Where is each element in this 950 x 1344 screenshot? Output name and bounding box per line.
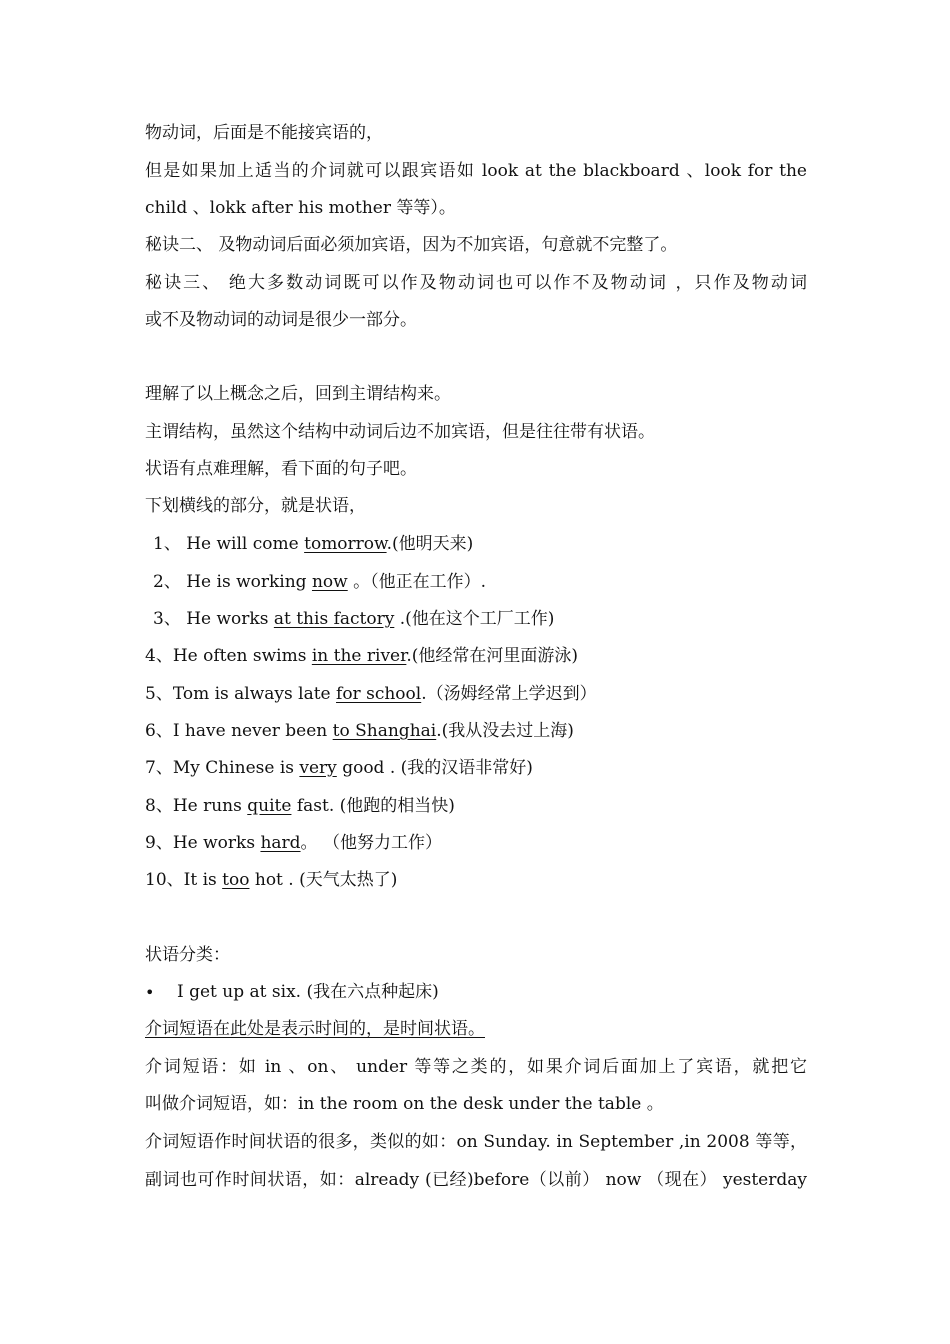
sentence-translation: .(他在这个工厂工作) — [394, 609, 555, 629]
sentence-translation: .(他明天来) — [386, 534, 474, 554]
paragraph-line: 下划横线的部分，就是状语， — [145, 496, 366, 516]
underlined-note — [145, 1018, 807, 1040]
adverbial-underline: quite — [247, 796, 292, 816]
paragraph-line: 理解了以上概念之后，回到主谓结构来。 — [145, 384, 451, 404]
example-sentence — [153, 533, 815, 555]
sentence-text: 9、He works — [145, 833, 261, 853]
sentence-text: 8、He runs — [145, 796, 248, 816]
paragraph-line: 叫做介词短语，如：in the room on the desk under the table 。 — [145, 1094, 664, 1114]
example-sentence — [145, 645, 807, 667]
adverbial-underline: for school — [336, 684, 422, 704]
sentence-text: 5、Tom is always late — [145, 684, 337, 704]
adverbial-underline: too — [222, 870, 250, 890]
example-sentence — [145, 832, 807, 854]
adverbial-underline: to Shanghai — [332, 721, 437, 741]
paragraph-line: 副词也可作时间状语，如：already (已经)before（以前） now （现在） yesterday — [145, 1170, 807, 1190]
paragraph-line: 或不及物动词的动词是很少一部分。 — [145, 310, 417, 330]
sentence-translation: 。（他正在工作）. — [347, 572, 487, 592]
sentence-text: 10、It is — [145, 870, 223, 890]
paragraph-line: 秘诀三、 绝大多数动词既可以作及物动词也可以作不及物动词 ，只作及物动词 — [145, 273, 807, 293]
paragraph-line: child 、lokk after his mother 等等）。 — [145, 198, 456, 218]
paragraph-line: 物动词，后面是不能接宾语的， — [145, 123, 383, 143]
sentence-text: 6、I have never been — [145, 721, 333, 741]
sentence-translation: .（汤姆经常上学迟到） — [421, 684, 597, 704]
sentence-text: 3、 He works — [153, 609, 274, 629]
sentence-translation: .(我从没去过上海) — [436, 721, 574, 741]
paragraph-line: 介词短语：如 in 、on、 under 等等之类的，如果介词后面加上了宾语，就把它 — [145, 1057, 807, 1077]
example-sentence — [145, 720, 807, 742]
sentence-text: 2、 He is working — [153, 572, 312, 592]
paragraph-line: 秘诀二、 及物动词后面必须加宾语，因为不加宾语，句意就不完整了。 — [145, 235, 678, 255]
adverbial-underline: very — [299, 758, 337, 778]
adverbial-underline: at this factory — [273, 609, 395, 629]
sentence-translation: fast. (他跑的相当快) — [291, 796, 455, 816]
note-text: 介词短语在此处是表示时间的，是时间状语。 — [145, 1019, 485, 1039]
section-heading: 状语分类： — [145, 945, 230, 965]
example-sentence — [145, 757, 807, 779]
sentence-translation: .(他经常在河里面游泳) — [406, 646, 579, 666]
sentence-translation: 。 （他努力工作） — [300, 833, 442, 853]
sentence-translation: hot . (天气太热了) — [249, 870, 398, 890]
example-sentence — [145, 795, 807, 817]
adverbial-underline: now — [311, 572, 348, 592]
example-sentence — [153, 571, 815, 593]
adverbial-underline: tomorrow — [304, 534, 387, 554]
adverbial-underline: in the river — [311, 646, 407, 666]
example-sentence — [153, 608, 815, 630]
paragraph-line: 状语有点难理解，看下面的句子吧。 — [145, 459, 417, 479]
example-sentence — [145, 869, 807, 891]
sentence-translation: good . (我的汉语非常好) — [336, 758, 533, 778]
example-sentence — [145, 683, 807, 705]
adverbial-underline: hard — [260, 833, 301, 853]
sentence-text: 7、My Chinese is — [145, 758, 300, 778]
bullet-item: I get up at six. (我在六点种起床) — [177, 982, 439, 1002]
paragraph-line: 但是如果加上适当的介词就可以跟宾语如 look at the blackboard 、look for the — [145, 161, 807, 181]
sentence-text: 1、 He will come — [153, 534, 305, 554]
bullet-icon: • — [145, 983, 155, 1002]
sentence-text: 4、He often swims — [145, 646, 312, 666]
paragraph-line: 介词短语作时间状语的很多，类似的如：on Sunday. in September ,in 2008 等等， — [145, 1132, 807, 1152]
paragraph-line: 主谓结构，虽然这个结构中动词后边不加宾语，但是往往带有状语。 — [145, 422, 655, 442]
